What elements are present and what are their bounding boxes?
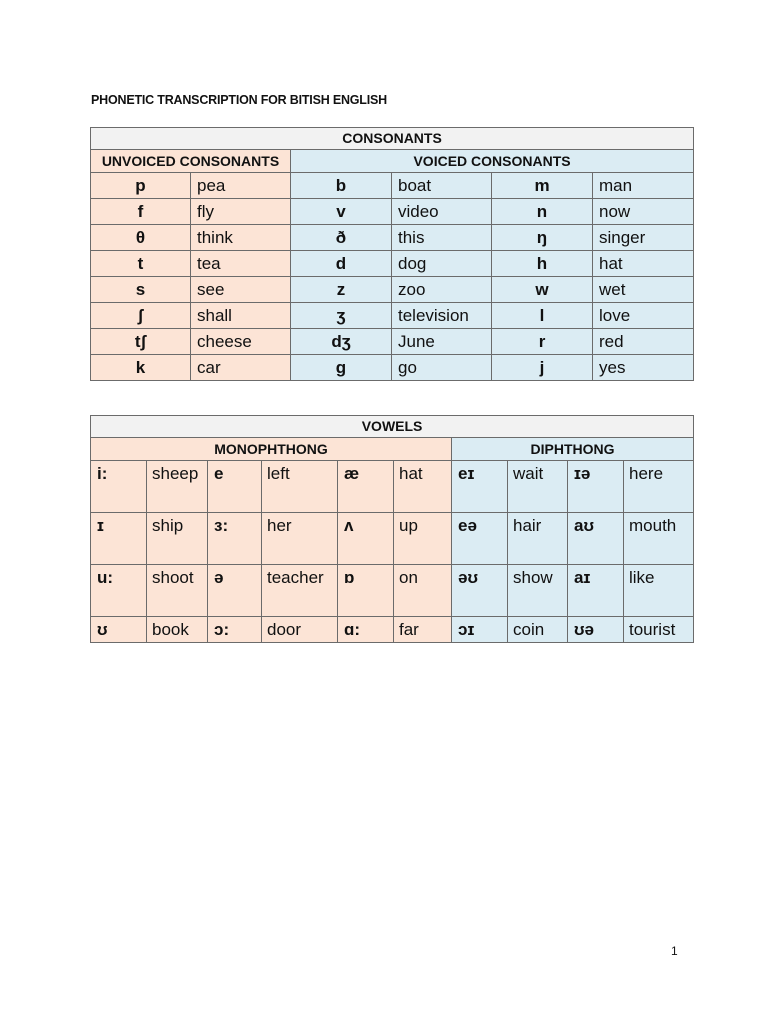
diphthong-example: tourist (624, 617, 694, 643)
diphthong-symbol: ʊə (568, 617, 624, 643)
unvoiced-example: think (191, 225, 291, 251)
vowel-symbol: ɜ: (208, 513, 262, 565)
voiced-symbol: n (492, 199, 593, 225)
vowel-example: ship (147, 513, 208, 565)
unvoiced-example: see (191, 277, 291, 303)
vowel-example: hat (394, 461, 452, 513)
voiced-symbol: dʒ (291, 329, 392, 355)
unvoiced-symbol: tʃ (91, 329, 191, 355)
unvoiced-example: car (191, 355, 291, 381)
monophthong-heading: MONOPHTHONG (91, 438, 452, 461)
vowel-symbol: ɪ (91, 513, 147, 565)
vowel-symbol: u: (91, 565, 147, 617)
unvoiced-example: cheese (191, 329, 291, 355)
vowel-symbol: ɔ: (208, 617, 262, 643)
unvoiced-example: pea (191, 173, 291, 199)
diphthong-symbol: aʊ (568, 513, 624, 565)
voiced-example: love (593, 303, 694, 329)
voiced-example: dog (392, 251, 492, 277)
voiced-example: June (392, 329, 492, 355)
unvoiced-example: tea (191, 251, 291, 277)
vowels-heading: VOWELS (91, 416, 694, 438)
voiced-consonants-heading: VOICED CONSONANTS (291, 150, 694, 173)
table-row (91, 303, 694, 329)
voiced-example: go (392, 355, 492, 381)
table-row (91, 617, 694, 643)
vowels-table (90, 415, 694, 643)
diphthong-example: hair (508, 513, 568, 565)
diphthong-example: wait (508, 461, 568, 513)
table-row (91, 461, 694, 513)
vowel-symbol: ə (208, 565, 262, 617)
diphthong-heading: DIPHTHONG (452, 438, 694, 461)
unvoiced-symbol: s (91, 277, 191, 303)
voiced-symbol: ŋ (492, 225, 593, 251)
table-row (91, 199, 694, 225)
voiced-example: yes (593, 355, 694, 381)
diphthong-example: mouth (624, 513, 694, 565)
vowel-symbol: e (208, 461, 262, 513)
voiced-symbol: h (492, 251, 593, 277)
vowel-symbol: æ (338, 461, 394, 513)
unvoiced-symbol: k (91, 355, 191, 381)
table-row (91, 565, 694, 617)
voiced-example: boat (392, 173, 492, 199)
vowel-symbol: i: (91, 461, 147, 513)
document-title: PHONETIC TRANSCRIPTION FOR BITISH ENGLISH (91, 93, 387, 107)
diphthong-symbol: ɪə (568, 461, 624, 513)
vowel-example: up (394, 513, 452, 565)
page-number: 1 (671, 944, 678, 958)
diphthong-symbol: eə (452, 513, 508, 565)
voiced-symbol: j (492, 355, 593, 381)
voiced-symbol: m (492, 173, 593, 199)
voiced-example: now (593, 199, 694, 225)
vowel-example: far (394, 617, 452, 643)
table-row (91, 251, 694, 277)
table-row (91, 513, 694, 565)
diphthong-example: coin (508, 617, 568, 643)
unvoiced-symbol: f (91, 199, 191, 225)
diphthong-example: show (508, 565, 568, 617)
table-row (91, 329, 694, 355)
diphthong-symbol: eɪ (452, 461, 508, 513)
unvoiced-example: shall (191, 303, 291, 329)
vowel-symbol: ʊ (91, 617, 147, 643)
voiced-symbol: ʒ (291, 303, 392, 329)
voiced-symbol: w (492, 277, 593, 303)
unvoiced-symbol: θ (91, 225, 191, 251)
voiced-example: wet (593, 277, 694, 303)
diphthong-symbol: əʊ (452, 565, 508, 617)
diphthong-example: here (624, 461, 694, 513)
vowel-symbol: ʌ (338, 513, 394, 565)
voiced-symbol: z (291, 277, 392, 303)
voiced-symbol: l (492, 303, 593, 329)
table-row (91, 225, 694, 251)
unvoiced-symbol: p (91, 173, 191, 199)
vowel-symbol: ɒ (338, 565, 394, 617)
diphthong-example: like (624, 565, 694, 617)
voiced-symbol: r (492, 329, 593, 355)
vowel-example: door (262, 617, 338, 643)
voiced-example: singer (593, 225, 694, 251)
voiced-symbol: b (291, 173, 392, 199)
diphthong-symbol: ɔɪ (452, 617, 508, 643)
table-row (91, 173, 694, 199)
vowel-symbol: ɑ: (338, 617, 394, 643)
unvoiced-symbol: t (91, 251, 191, 277)
vowel-example: teacher (262, 565, 338, 617)
table-row (91, 277, 694, 303)
diphthong-symbol: aɪ (568, 565, 624, 617)
voiced-symbol: d (291, 251, 392, 277)
vowel-example: shoot (147, 565, 208, 617)
voiced-example: this (392, 225, 492, 251)
voiced-example: red (593, 329, 694, 355)
vowel-example: on (394, 565, 452, 617)
vowel-example: her (262, 513, 338, 565)
voiced-example: video (392, 199, 492, 225)
voiced-symbol: g (291, 355, 392, 381)
unvoiced-symbol: ʃ (91, 303, 191, 329)
voiced-example: television (392, 303, 492, 329)
voiced-symbol: v (291, 199, 392, 225)
voiced-example: man (593, 173, 694, 199)
vowel-example: left (262, 461, 338, 513)
table-row (91, 355, 694, 381)
vowel-example: book (147, 617, 208, 643)
consonants-table (90, 127, 694, 381)
voiced-example: zoo (392, 277, 492, 303)
voiced-symbol: ð (291, 225, 392, 251)
vowel-example: sheep (147, 461, 208, 513)
voiced-example: hat (593, 251, 694, 277)
consonants-heading: CONSONANTS (91, 128, 694, 150)
unvoiced-example: fly (191, 199, 291, 225)
unvoiced-consonants-heading: UNVOICED CONSONANTS (91, 150, 291, 173)
